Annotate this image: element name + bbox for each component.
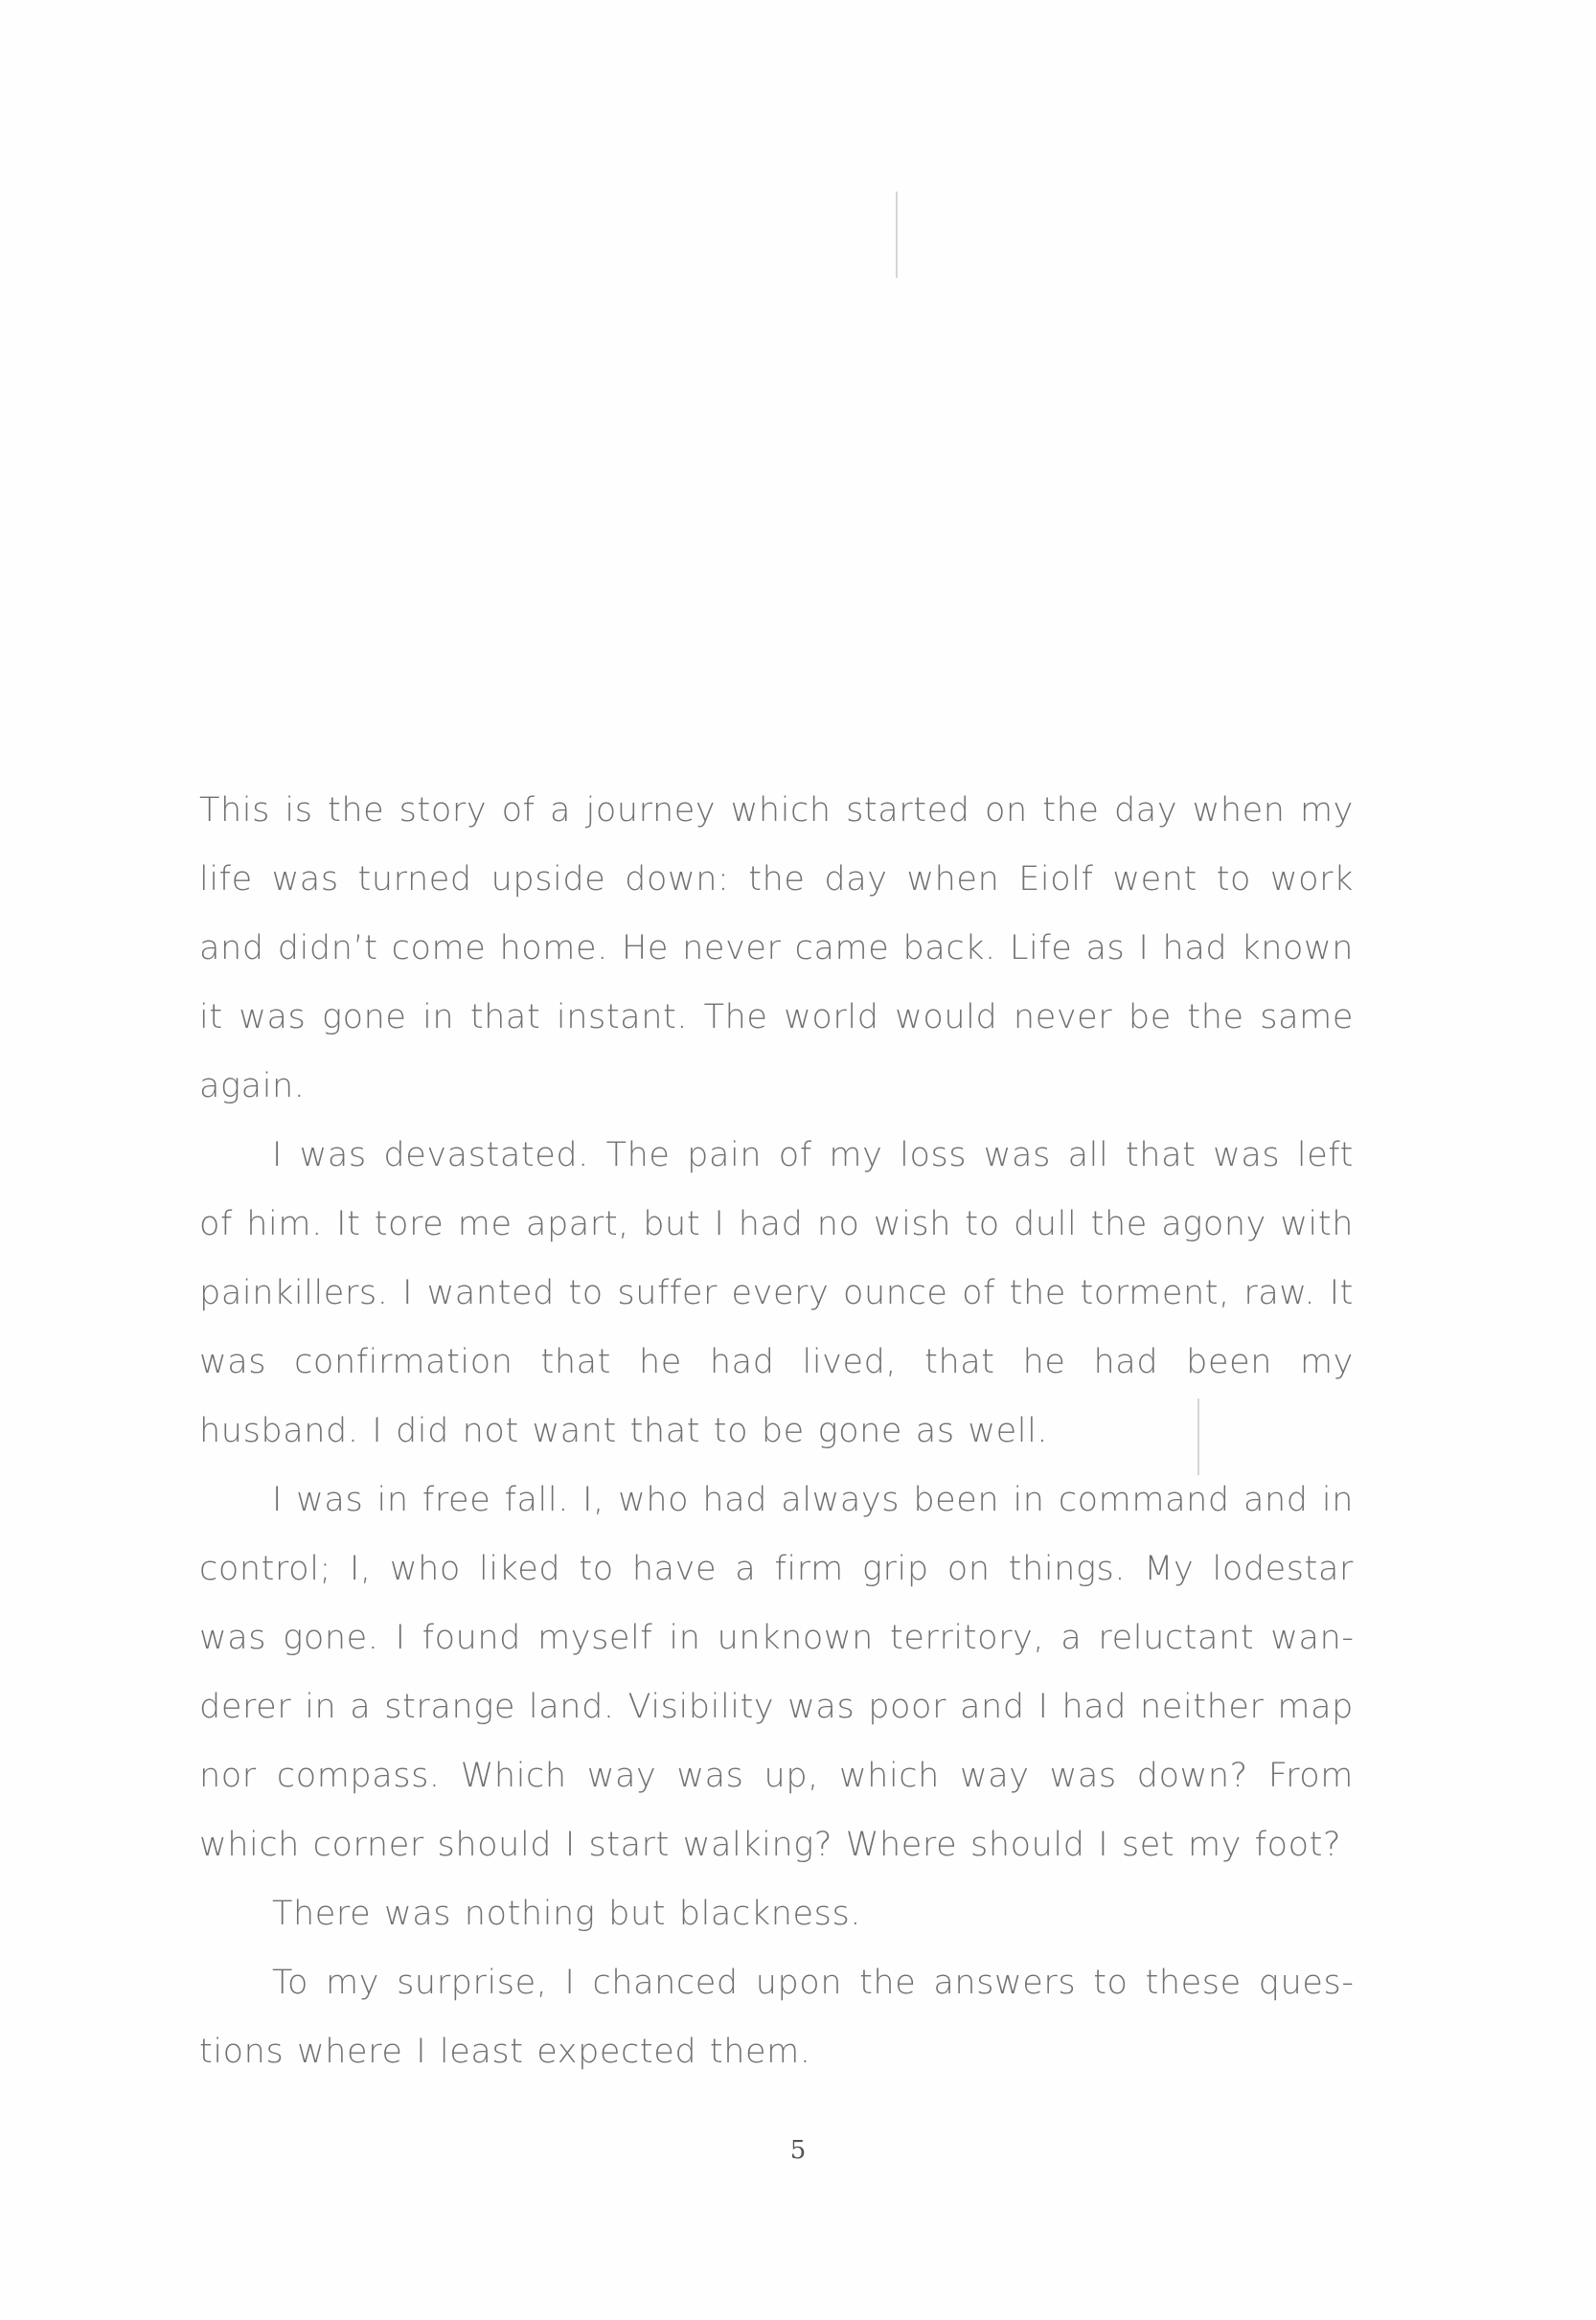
scan-artifact-line (896, 192, 898, 278)
paragraph: To my surprise, I chanced upon the answers to these questions where I least expected them. (199, 1964, 1354, 2071)
paragraph: This is the story of a journey which started on the day when my life was turned upside down: the day when Eiolf went to work and didn’t come home. He never came back. Life as I had known it was gone in that instant. The world would never be the same again. (199, 791, 1354, 1105)
body-text (199, 776, 1354, 2086)
paragraph: There was nothing but blackness. (272, 1895, 862, 1933)
paragraph: I was devastated. The pain of my loss was all that was left of him. It tore me apart, but I had no wish to dull the agony with painkillers. I wanted to suffer every ounce of the torment, raw. It was confirmation that he had lived, that he had been my husband. I did not want that to be gone as well. (199, 1136, 1354, 1450)
page-number: 5 (789, 2136, 807, 2165)
paragraph: I was in free fall. I, who had always been in command and in control; I, who liked to have a firm grip on things. My lodestar was gone. I found myself in unknown territory, a reluctant wanderer in a strange land. Visibility was poor and I had neither map nor compass. Which way was up, which way was down? From which corner should I start walking? Where should I set my foot? (199, 1481, 1354, 1864)
